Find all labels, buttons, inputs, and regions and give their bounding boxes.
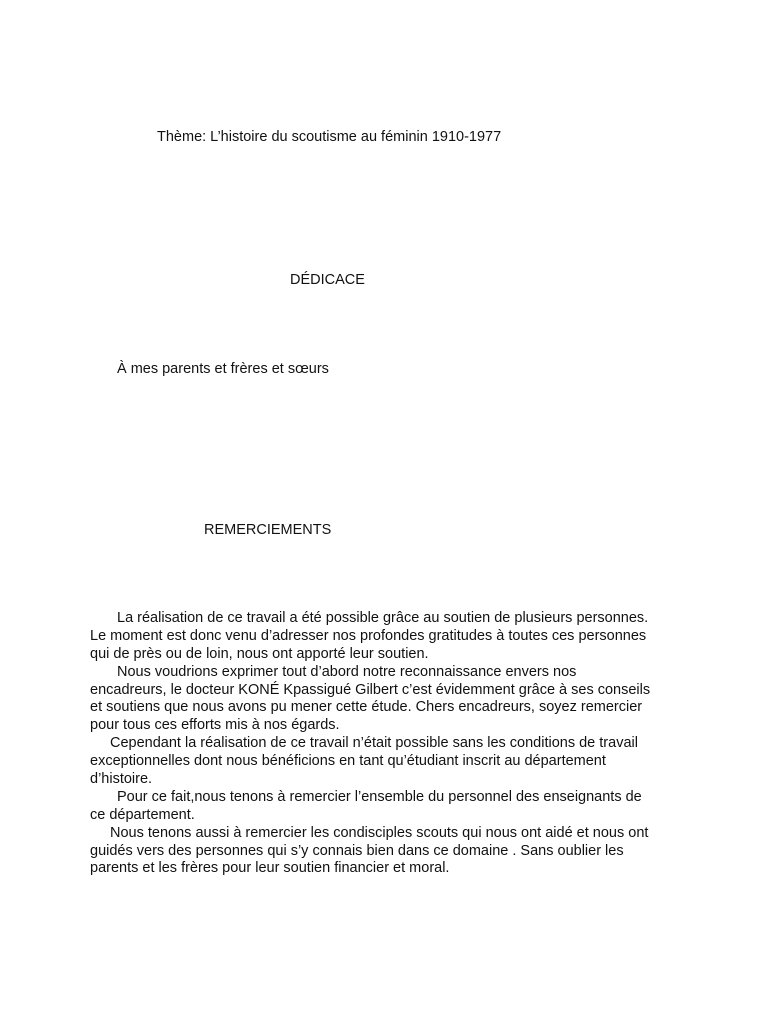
- body-line: Le moment est donc venu d’adresser nos profondes gratitudes à toutes ces personnes: [90, 627, 647, 644]
- body-line: Nous tenons aussi à remercier les condisciples scouts qui nous ont aidé et nous ont: [110, 824, 649, 841]
- body-line: encadreurs, le docteur KONÉ Kpassigué Gilbert c’est évidemment grâce à ses conseils: [90, 681, 651, 698]
- body-line: Cependant la réalisation de ce travail n’était possible sans les conditions de travail: [110, 735, 638, 752]
- dedicace-heading: DÉDICACE: [290, 272, 365, 288]
- body-line: exceptionnelles dont nous bénéficions en tant qu’étudiant inscrit au département: [90, 753, 606, 770]
- body-line: Nous voudrions exprimer tout d’abord notre reconnaissance envers nos: [117, 663, 577, 680]
- body-line: et soutiens que nous avons pu mener cette étude. Chers encadreurs, soyez remercier: [90, 699, 643, 716]
- body-line: qui de près ou de loin, nous ont apporté leur soutien.: [90, 645, 429, 662]
- body-line: parents et les frères pour leur soutien financier et moral.: [90, 860, 450, 877]
- body-line: ce département.: [90, 806, 195, 823]
- body-line: d’histoire.: [90, 771, 153, 788]
- remerciements-heading: REMERCIEMENTS: [204, 522, 332, 538]
- theme-line: Thème: L’histoire du scoutisme au féminin 1910-1977: [157, 129, 502, 145]
- dedicace-text: À mes parents et frères et sœurs: [117, 361, 329, 377]
- body-line: La réalisation de ce travail a été possible grâce au soutien de plusieurs personnes.: [117, 610, 649, 626]
- body-line: pour tous ces efforts mis à nos égards.: [90, 717, 340, 734]
- body-line: Pour ce fait,nous tenons à remercier l’ensemble du personnel des enseignants de: [117, 788, 642, 805]
- remerciements-body: [90, 610, 680, 878]
- body-line: guidés vers des personnes qui s’y connais bien dans ce domaine . Sans oublier les: [90, 842, 624, 859]
